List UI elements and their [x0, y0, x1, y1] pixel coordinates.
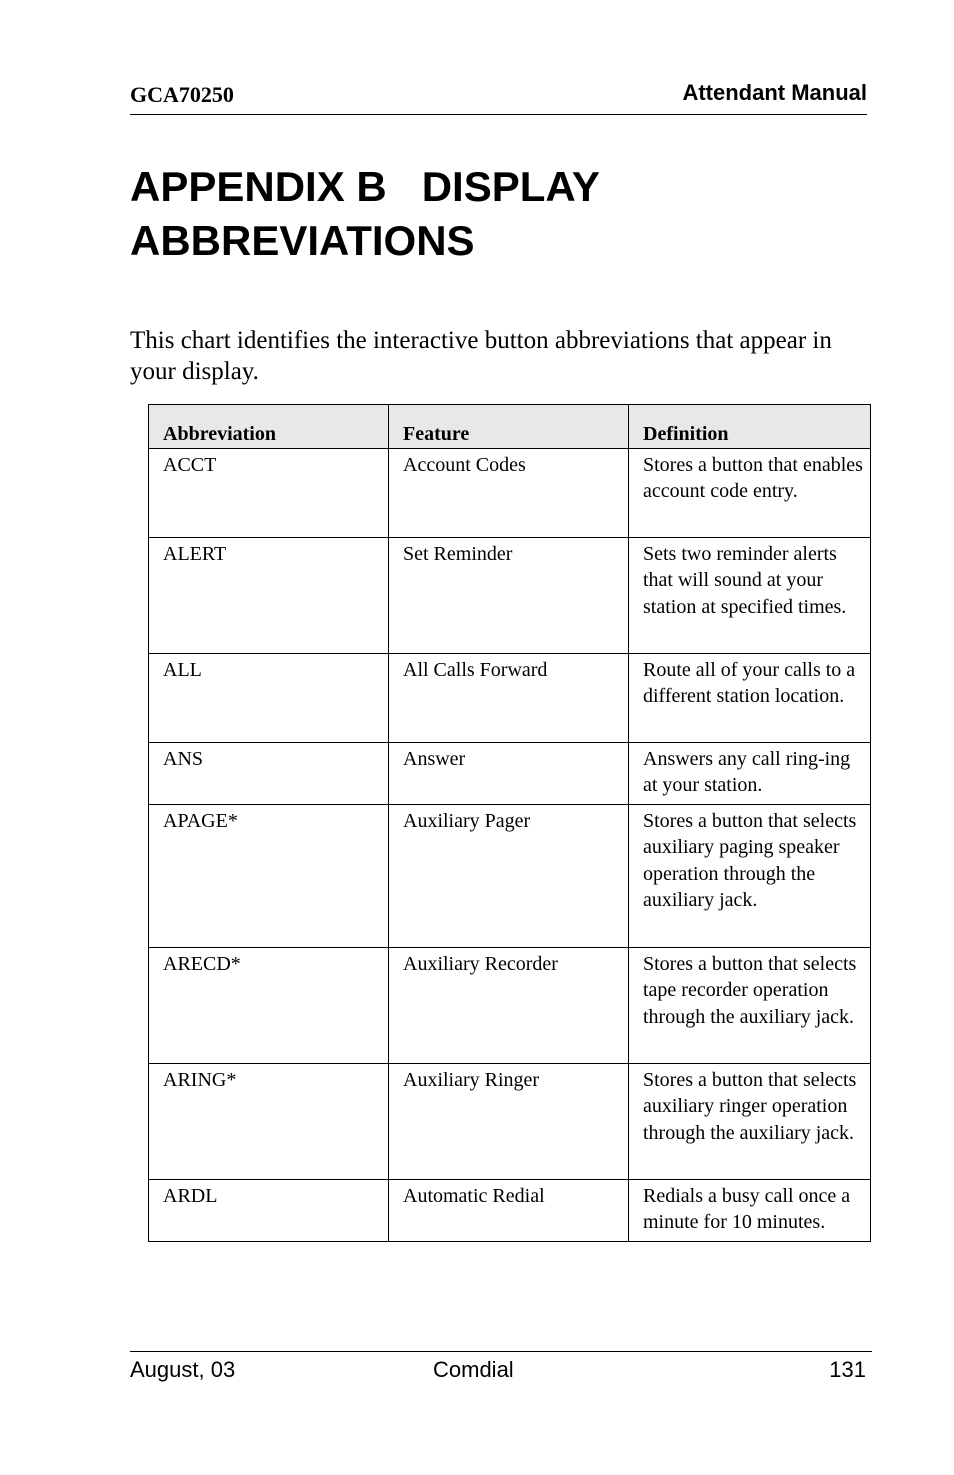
- cell-abbreviation: ARECD*: [149, 947, 389, 1063]
- table-row: [149, 742, 871, 804]
- cell-feature: Set Reminder: [389, 537, 629, 653]
- cell-definition: Answers any call ring-ing at your station.: [629, 742, 871, 804]
- page-number: 131: [829, 1357, 866, 1382]
- table-row: [149, 1179, 871, 1241]
- chapter-title: APPENDIX B DISPLAY ABBREVIATIONS: [130, 163, 600, 264]
- cell-definition: Stores a button that enables account code entry.: [629, 448, 871, 537]
- page-header: [130, 78, 867, 115]
- cell-abbreviation: ALL: [149, 653, 389, 742]
- cell-feature: Answer: [389, 742, 629, 804]
- column-header-abbreviation: Abbreviation: [149, 405, 389, 449]
- cell-feature: Auxiliary Recorder: [389, 947, 629, 1063]
- table-row: [149, 1063, 871, 1179]
- footer-company: Comdial: [433, 1357, 514, 1382]
- cell-feature: Auxiliary Ringer: [389, 1063, 629, 1179]
- table-row: [149, 653, 871, 742]
- table-row: [149, 804, 871, 947]
- cell-abbreviation: ARDL: [149, 1179, 389, 1241]
- cell-feature: Automatic Redial: [389, 1179, 629, 1241]
- cell-definition: Route all of your calls to a different station location.: [629, 653, 871, 742]
- abbreviations-table: [148, 404, 871, 1242]
- cell-feature: Account Codes: [389, 448, 629, 537]
- cell-definition: Stores a button that selects auxiliary paging speaker operation through the auxiliary jack.: [629, 804, 871, 947]
- table-row: [149, 448, 871, 537]
- column-header-definition: Definition: [629, 405, 871, 449]
- cell-abbreviation: ARING*: [149, 1063, 389, 1179]
- page-footer: [130, 1351, 872, 1384]
- table-row: [149, 537, 871, 653]
- cell-definition: Stores a button that selects auxiliary ringer operation through the auxiliary jack.: [629, 1063, 871, 1179]
- cell-feature: All Calls Forward: [389, 653, 629, 742]
- cell-definition: Sets two reminder alerts that will sound at your station at specified times.: [629, 537, 871, 653]
- cell-abbreviation: APAGE*: [149, 804, 389, 947]
- intro-paragraph: This chart identifies the interactive button abbreviations that appear in your display.: [130, 327, 832, 385]
- cell-feature: Auxiliary Pager: [389, 804, 629, 947]
- cell-abbreviation: ANS: [149, 742, 389, 804]
- document-title: Attendant Manual: [682, 80, 867, 105]
- cell-abbreviation: ALERT: [149, 537, 389, 653]
- document-id: GCA70250: [130, 82, 234, 107]
- cell-definition: Redials a busy call once a minute for 10 minutes.: [629, 1179, 871, 1241]
- cell-definition: Stores a button that selects tape recorder operation through the auxiliary jack.: [629, 947, 871, 1063]
- table-header-row: [149, 405, 871, 449]
- footer-date: August, 03: [130, 1357, 236, 1382]
- table-row: [149, 947, 871, 1063]
- column-header-feature: Feature: [389, 405, 629, 449]
- cell-abbreviation: ACCT: [149, 448, 389, 537]
